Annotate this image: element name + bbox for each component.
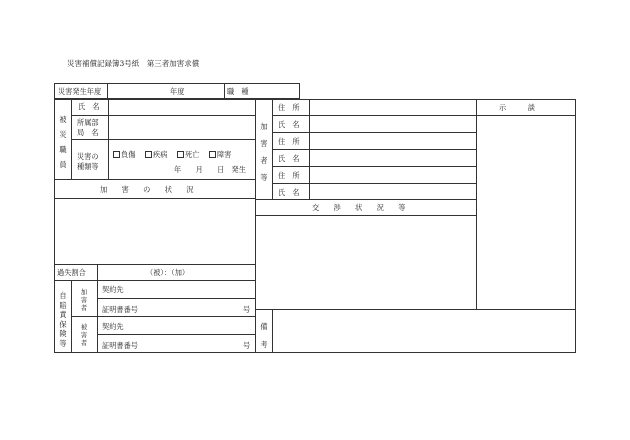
divider (97, 264, 98, 280)
checkbox-label: 死亡 (185, 150, 200, 159)
divider (255, 309, 576, 310)
divider (272, 183, 476, 184)
name-label: 氏 名 (78, 102, 100, 111)
divider (255, 215, 476, 216)
name-label: 氏 名 (278, 188, 300, 197)
divider (97, 334, 255, 335)
victim-side-label: 被災職員 (59, 115, 67, 169)
cert-label: 証明書番号 (102, 305, 138, 314)
fault-ratio-value: （被）：（加） (146, 268, 190, 277)
divider (255, 199, 476, 200)
main-table (54, 99, 576, 353)
dept-label-2: 局 名 (77, 128, 99, 137)
checkbox-label: 障害 (217, 150, 232, 159)
divider (54, 280, 255, 281)
divider (224, 83, 225, 99)
divider (54, 198, 255, 199)
divider (476, 115, 576, 116)
divider (272, 149, 476, 150)
divider (107, 83, 108, 99)
year-unit-label: 年度 (170, 87, 185, 96)
remarks-label: 備考 (260, 322, 268, 349)
address-label: 住 所 (278, 171, 300, 180)
insurance-side-label: 自賠責保険等 (59, 291, 67, 348)
checkbox-illness[interactable] (145, 151, 167, 158)
name-label: 氏 名 (278, 154, 300, 163)
divider (272, 309, 273, 353)
checkbox-death[interactable] (177, 151, 199, 158)
address-label: 住 所 (278, 137, 300, 146)
dept-label-1: 所属部 (77, 118, 99, 127)
fault-ratio-label: 過失割合 (57, 268, 86, 277)
checkbox-label: 疾病 (153, 150, 168, 159)
checkbox-disability[interactable] (209, 151, 231, 158)
settlement-header: 示 談 (499, 103, 535, 112)
cert-label: 証明書番号 (102, 341, 138, 350)
disaster-type-label-2: 種類等 (77, 162, 99, 171)
divider (272, 166, 476, 167)
perpetrator-label: 加害者 (80, 288, 88, 312)
contract-label: 契約先 (102, 322, 124, 331)
center-divider (255, 99, 256, 353)
checkbox-label: 負傷 (121, 150, 136, 159)
disaster-type-label-1: 災害の (77, 152, 99, 161)
settlement-divider (476, 99, 477, 309)
number-suffix: 号 (243, 341, 251, 350)
divider (309, 99, 310, 199)
divider (272, 115, 476, 116)
divider (97, 298, 255, 299)
perpetrator-side-label: 加害者等 (260, 122, 268, 182)
address-label: 住 所 (278, 103, 300, 112)
number-suffix: 号 (243, 305, 251, 314)
contract-label: 契約先 (102, 285, 124, 294)
negotiation-header: 交 渉 状 況 等 (312, 203, 406, 212)
occurrence-date: 年 月 日 発生 (174, 165, 246, 174)
divider (54, 264, 255, 265)
name-label: 氏 名 (278, 120, 300, 129)
divider (71, 115, 255, 116)
victim-label: 被害者 (80, 323, 88, 347)
job-title-label: 職 種 (227, 87, 249, 96)
circumstances-header: 加 害 の 状 況 (100, 185, 194, 194)
divider (71, 316, 255, 317)
form-title: 災害補償記録簿3号紙 第三者加害求償 (67, 59, 200, 68)
disaster-year-label: 災害発生年度 (58, 87, 102, 96)
divider (71, 139, 255, 140)
checkbox-injury[interactable] (113, 151, 135, 158)
divider (54, 179, 255, 180)
divider (272, 132, 476, 133)
